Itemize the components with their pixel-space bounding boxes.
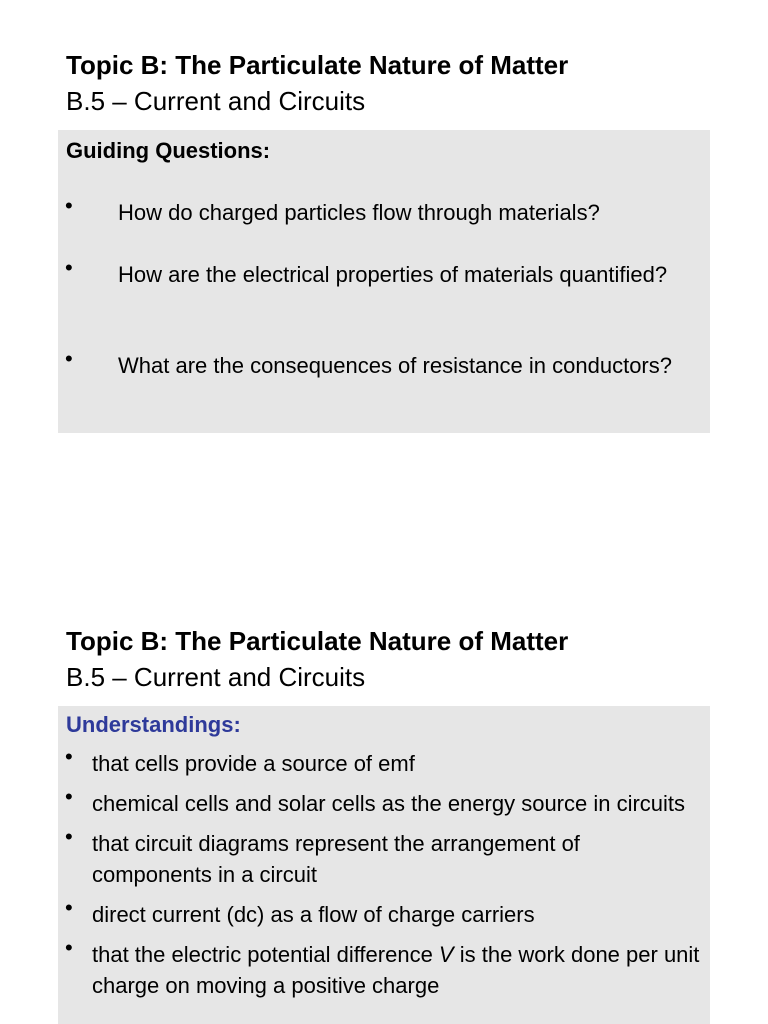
- question-text: What are the consequences of resistance in conductors?: [118, 353, 672, 378]
- list-item: [58, 824, 710, 890]
- understanding-text: [92, 939, 704, 1001]
- bullet-icon: •: [65, 935, 73, 960]
- list-item: [58, 744, 710, 779]
- slide-understandings: [0, 576, 768, 1024]
- slide-title: Topic B: The Particulate Nature of Matter: [66, 626, 569, 656]
- bullet-icon: •: [65, 824, 73, 849]
- understandings-heading: Understandings:: [66, 712, 241, 737]
- understandings-list: [58, 744, 710, 1010]
- bullet-icon: •: [65, 346, 73, 371]
- guiding-questions-panel: [58, 130, 710, 433]
- understandings-panel: [58, 706, 710, 1024]
- potential-difference-symbol: V: [438, 942, 454, 967]
- slide-subtitle: B.5 – Current and Circuits: [66, 662, 366, 692]
- bullet-icon: •: [65, 784, 73, 809]
- slide-title: Topic B: The Particulate Nature of Matter: [66, 50, 569, 80]
- understanding-text: direct current (dc) as a flow of charge carriers: [92, 902, 535, 927]
- text-after-symbol: is the work done per unit charge on moving a positive charge: [92, 942, 700, 998]
- understanding-text: chemical cells and solar cells as the energy source in circuits: [92, 791, 686, 816]
- list-item: [58, 895, 710, 930]
- list-item: [58, 935, 710, 1001]
- guiding-questions-heading: Guiding Questions:: [66, 138, 271, 163]
- list-item: [58, 784, 710, 819]
- bullet-icon: •: [65, 193, 73, 218]
- understanding-text: that cells provide a source of emf: [92, 751, 415, 776]
- understanding-text: that circuit diagrams represent the arrangement of components in a circuit: [92, 831, 580, 887]
- question-text: How are the electrical properties of materials quantified?: [118, 262, 668, 287]
- question-text: How do charged particles flow through materials?: [118, 200, 600, 225]
- bullet-icon: •: [65, 895, 73, 920]
- slide-subtitle: B.5 – Current and Circuits: [66, 86, 366, 116]
- text-before-symbol: that the electric potential difference: [92, 942, 439, 967]
- bullet-icon: •: [65, 255, 73, 280]
- bullet-icon: •: [65, 744, 73, 769]
